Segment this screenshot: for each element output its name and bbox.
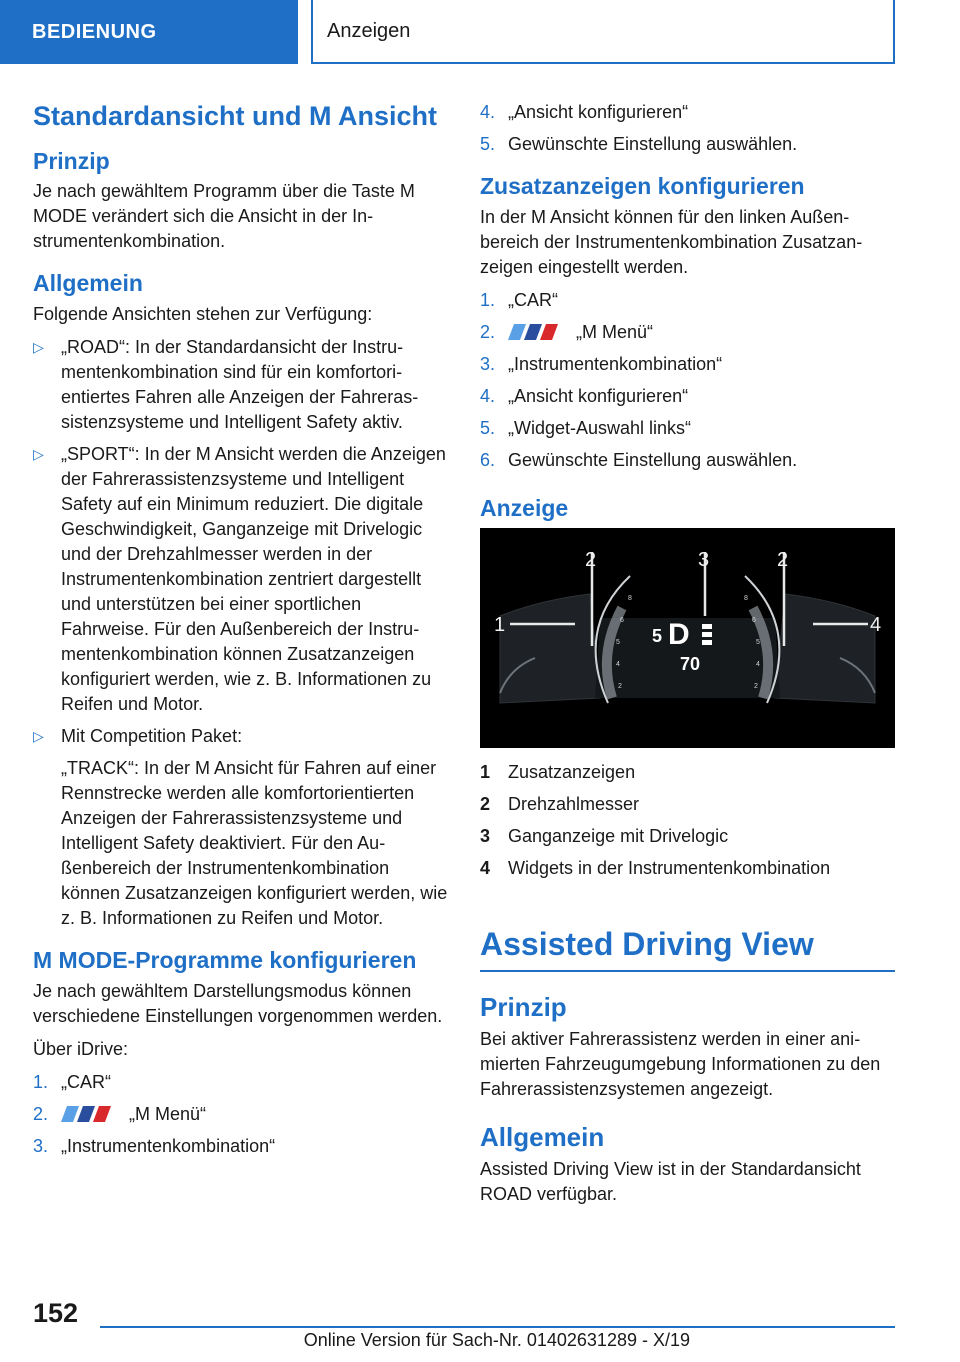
- footer-online-version: Online Version für Sach-Nr. 01402631289 - X/19: [303, 1330, 690, 1350]
- left-column: [33, 100, 448, 1167]
- step-item: [33, 1134, 448, 1159]
- list-item-text: Mit Competition Paket:: [61, 725, 243, 746]
- speed-value: 70: [680, 654, 701, 675]
- step-item: [33, 1070, 448, 1095]
- mmode-steps-continued: [480, 100, 895, 157]
- list-item-subtext: „TRACK“: In der M Ansicht für Fahren auf einer Rennstrecke werden alle komfortorientierten Anzeigen der Fahrerassistenzsysteme und Intelligent Safety deaktiviert. Für den Außenbereich der Instrumentenkombination können Zusatzanzeigen konfiguriert werden, wie z. B. Informationen zu Reifen und Motor.: [61, 757, 448, 928]
- tick-label: 5: [756, 639, 760, 647]
- instrument-cluster-illustration: [480, 528, 895, 748]
- legend-number: 2: [480, 794, 491, 815]
- step-text: „M Menü“: [576, 321, 654, 342]
- step-item: [480, 448, 895, 473]
- callout-number: 3: [698, 549, 710, 572]
- m-stripes-icon: [508, 324, 562, 340]
- gear-number: 5: [652, 626, 663, 647]
- tick-label: 8: [744, 595, 748, 603]
- view-list: [33, 335, 448, 931]
- tick-label: 2: [754, 683, 758, 691]
- step-item: [480, 416, 895, 441]
- list-item-text: „SPORT“: In der M Ansicht werden die Anzeigen der Fahrerassistenzsysteme und Intelligent Safety auf ein Minimum reduziert. Die digitale Geschwindigkeit, Ganganzeige mit Drivelogic und der Drehzahlmesser werden in der Instrumentenkombination zentriert dargestellt und unterstützen bei einer sportlichen Fahrweise. Für den Außenbereich der Instrumentenkombination können Zusatzanzeigen konfiguriert werden, wie z. B. Informationen zu Reifen und Motor.: [61, 443, 446, 714]
- footer-divider: [100, 1326, 895, 1328]
- mmode-heading: M MODE-Programme konfigurieren: [33, 946, 417, 973]
- legend-item: [480, 824, 895, 849]
- tick-label: 6: [752, 617, 756, 625]
- m-stripes-icon: [61, 1106, 115, 1122]
- step-number: 5.: [480, 134, 496, 154]
- tick-label: 4: [756, 661, 760, 669]
- step-text: „Ansicht konfigurieren“: [508, 385, 689, 406]
- step-item: [480, 384, 895, 409]
- step-number: 6.: [480, 449, 496, 470]
- step-number: 1.: [33, 1071, 49, 1092]
- step-text: „CAR“: [61, 1071, 111, 1092]
- legend-text: Widgets in der Instrumentenkombination: [508, 858, 831, 879]
- assisted-prinzip-text: Bei aktiver Fahrerassistenz werden in einer animierten Fahrzeugumgebung Informationen zu den Fahrerassistenzsystemen angezeigt.: [480, 1028, 881, 1099]
- gear-mode: D: [668, 618, 690, 652]
- tick-label: 8: [628, 595, 632, 603]
- callout-number: 2: [585, 549, 597, 572]
- step-text: „CAR“: [508, 289, 558, 310]
- section-tab: [0, 0, 298, 64]
- cluster-legend: [480, 760, 895, 881]
- assisted-allgemein-text: Assisted Driving View ist in der Standardansicht ROAD verfügbar.: [480, 1158, 861, 1204]
- step-text: „Instrumentenkombination“: [61, 1135, 276, 1156]
- tick-label: 4: [616, 661, 620, 669]
- step-number: 3.: [33, 1135, 49, 1156]
- step-text: „Ansicht konfigurieren“: [508, 102, 689, 122]
- assisted-title: Assisted Driving View: [480, 925, 895, 971]
- legend-number: 3: [480, 826, 491, 847]
- legend-item: [480, 856, 895, 881]
- step-text: Gewünschte Einstellung auswählen.: [508, 134, 798, 154]
- callout-number: 1: [494, 614, 506, 637]
- step-text: „M Menü“: [129, 1103, 207, 1124]
- step-item: [480, 352, 895, 377]
- step-number: 2.: [480, 321, 496, 342]
- legend-number: 4: [480, 858, 491, 879]
- step-item: [480, 320, 895, 345]
- step-number: 4.: [480, 385, 496, 406]
- legend-number: 1: [480, 762, 491, 783]
- step-number: 1.: [480, 289, 496, 310]
- triangle-bullet-icon: ▷: [33, 727, 44, 744]
- section-title: Standardansicht und M Ansicht: [33, 101, 438, 131]
- step-item: [480, 100, 895, 125]
- list-item: [33, 442, 448, 717]
- anzeige-heading: Anzeige: [480, 494, 569, 521]
- allgemein-heading: Allgemein: [33, 270, 143, 297]
- step-number: 5.: [480, 417, 496, 438]
- triangle-bullet-icon: ▷: [33, 445, 44, 462]
- step-number: 4.: [480, 102, 496, 122]
- zusatz-steps: [480, 288, 895, 473]
- legend-item: [480, 792, 895, 817]
- tick-label: 2: [618, 683, 622, 691]
- legend-text: Zusatzanzeigen: [508, 762, 636, 783]
- prinzip-text: Je nach gewähltem Programm über die Taste M MODE verändert sich die Ansicht in der Instrumentenkombination.: [33, 181, 415, 252]
- step-text: Gewünschte Einstellung auswählen.: [508, 449, 798, 470]
- right-column: [480, 100, 895, 1215]
- legend-text: Ganganzeige mit Drivelogic: [508, 826, 729, 847]
- step-item: [480, 132, 895, 157]
- mmode-text: Je nach gewähltem Darstellungsmodus können verschiedene Einstellungen vorgenommen werden.: [33, 980, 443, 1026]
- assisted-allgemein-heading: Allgemein: [480, 1121, 605, 1152]
- list-item: [33, 724, 448, 931]
- step-number: 2.: [33, 1103, 49, 1124]
- assisted-prinzip-heading: Prinzip: [480, 991, 567, 1022]
- callout-number: 2: [777, 549, 789, 572]
- triangle-bullet-icon: ▷: [33, 338, 44, 355]
- allgemein-intro: Folgende Ansichten stehen zur Verfügung:: [33, 303, 373, 324]
- chapter-label: Anzeigen: [327, 19, 411, 42]
- list-item-text: „ROAD“: In der Standardansicht der Instrumentenkombination sind für ein komfortorientiertes Fahren alle Anzeigen der Fahrerassistenzsysteme und Intelligent Safety aktiv.: [61, 336, 419, 432]
- tick-label: 5: [616, 639, 620, 647]
- tick-label: 6: [620, 617, 624, 625]
- step-number: 3.: [480, 353, 496, 374]
- step-item: [33, 1102, 448, 1127]
- idrive-label: Über iDrive:: [33, 1038, 129, 1059]
- zusatz-heading: Zusatzanzeigen konfigurieren: [480, 173, 805, 199]
- step-item: [480, 288, 895, 313]
- section-label: BEDIENUNG: [32, 20, 157, 43]
- legend-item: [480, 760, 895, 785]
- callout-number: 4: [870, 614, 882, 637]
- step-text: „Widget-Auswahl links“: [508, 417, 692, 438]
- chapter-header: [311, 0, 895, 64]
- prinzip-heading: Prinzip: [33, 147, 110, 174]
- list-item: [33, 335, 448, 435]
- step-text: „Instrumentenkombination“: [508, 353, 723, 374]
- mmode-steps: [33, 1070, 448, 1159]
- legend-text: Drehzahlmesser: [508, 794, 640, 815]
- zusatz-text: In der M Ansicht können für den linken Außenbereich der Instrumentenkombination Zusatzanzeigen eingestellt werden.: [480, 206, 863, 277]
- page-number: 152: [33, 1298, 79, 1328]
